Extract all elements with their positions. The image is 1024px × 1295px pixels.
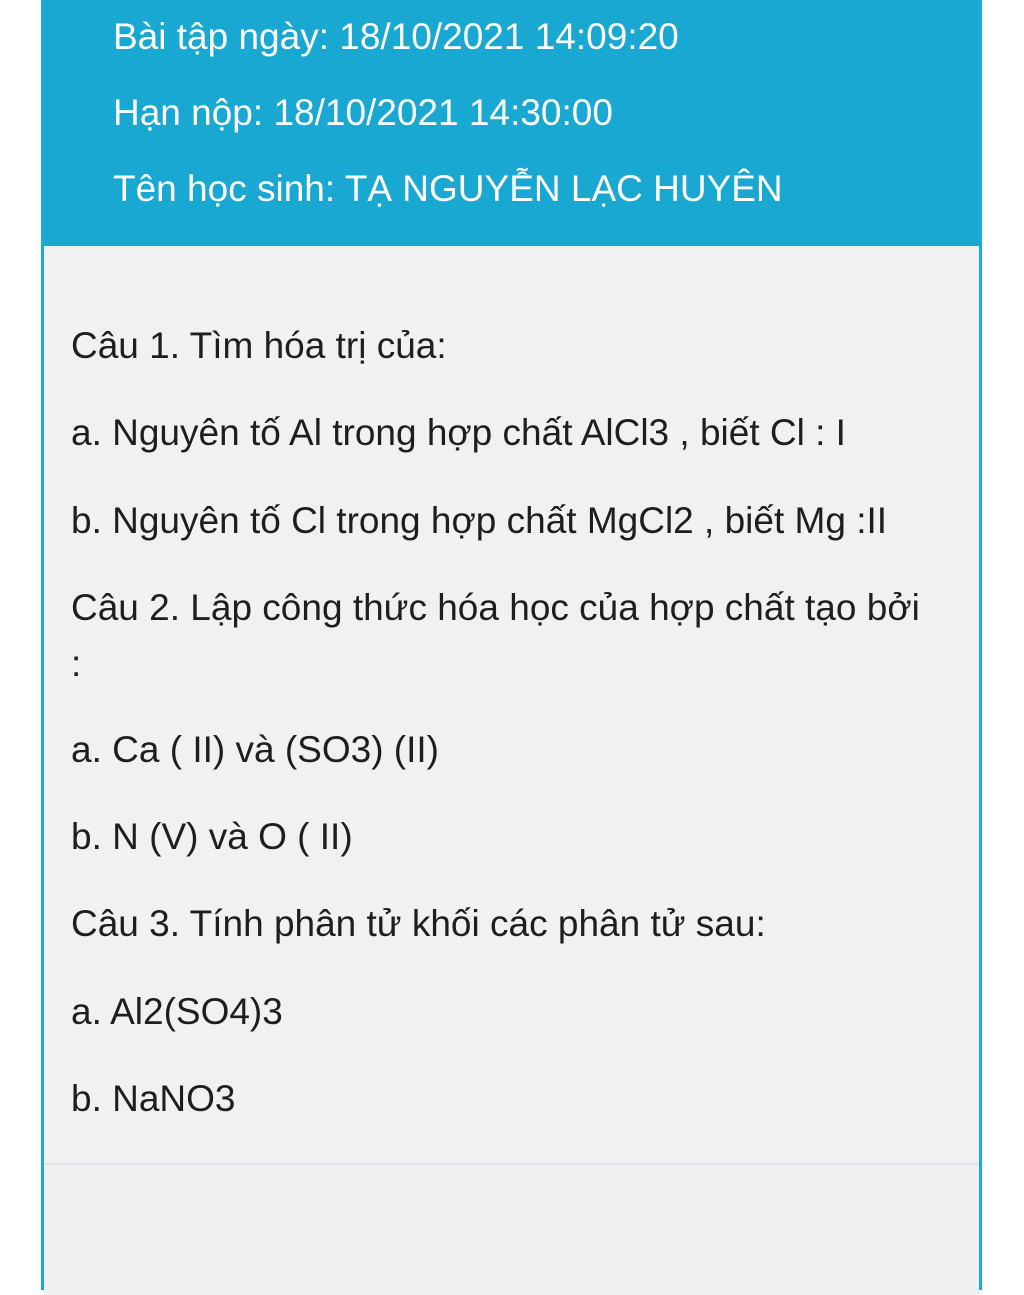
- question-3-part-b: b. NaNO3: [71, 1078, 236, 1119]
- question-2-part-a: a. Ca ( II) và (SO3) (II): [71, 729, 439, 770]
- question-1-part-a: a. Nguyên tố Al trong hợp chất AlCl3 , biết Cl : I: [71, 412, 846, 453]
- assigned-date: Bài tập ngày: 18/10/2021 14:09:20: [113, 16, 679, 57]
- assignment-header: [44, 0, 979, 246]
- question-2-title-continued: :: [71, 643, 82, 684]
- question-1-part-b: b. Nguyên tố Cl trong hợp chất MgCl2 , biết Mg :II: [71, 500, 888, 541]
- student-name: Tên học sinh: TẠ NGUYỄN LẠC HUYÊN: [113, 168, 783, 209]
- deadline: Hạn nộp: 18/10/2021 14:30:00: [113, 92, 613, 133]
- question-2-title: Câu 2. Lập công thức hóa học của hợp chất tạo bởi: [71, 587, 920, 628]
- question-3-part-a: a. Al2(SO4)3: [71, 991, 283, 1032]
- assignment-card: [41, 0, 982, 1290]
- card-footer: [44, 1165, 979, 1295]
- question-2-part-b: b. N (V) và O ( II): [71, 816, 353, 857]
- question-3-title: Câu 3. Tính phân tử khối các phân tử sau:: [71, 903, 766, 944]
- question-1-title: Câu 1. Tìm hóa trị của:: [71, 325, 447, 366]
- assignment-content: [44, 246, 979, 1165]
